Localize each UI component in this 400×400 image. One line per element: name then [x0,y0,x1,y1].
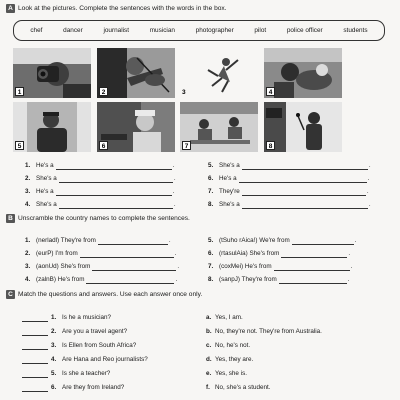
unscramble-5: 5. (tSuho rAica!) We're from . [208,237,357,244]
section-b-header [6,214,190,223]
section-c-header [6,290,202,299]
word-photographer: photographer [195,27,234,34]
question-6: 6. Are they from Ireland? [22,378,148,392]
photo-4 [264,48,342,98]
photo-2-number: 2 [99,87,108,96]
sentence-1: 1. He's a . [25,162,175,169]
answer-blank[interactable] [242,202,368,209]
answer-blank[interactable] [56,189,172,196]
sentence-6: 6. He's a . [208,175,370,182]
answer-f: f. No, she's a student. [206,384,271,391]
answer-blank[interactable] [274,264,350,271]
sentence-7: 7. They're . [208,188,369,195]
answer-blank[interactable] [292,238,354,245]
question-3: 3. Is Ellen from South Africa? [22,336,148,350]
photo-2 [97,48,175,98]
match-blank[interactable] [22,357,48,364]
word-police-officer: police officer [286,27,323,34]
section-b-instruction: Unscramble the country names to complete the sentences. [18,215,190,222]
sentence-8: 8. She's a . [208,201,371,208]
answer-blank[interactable] [59,202,173,209]
answer-blank[interactable] [86,277,174,284]
answer-blank[interactable] [279,277,347,284]
section-a-instruction: Look at the pictures. Complete the sentences with the words in the box. [18,5,227,12]
section-a-header [6,4,227,13]
word-chef: chef [30,27,43,34]
section-c-badge: C [6,290,15,299]
answer-blank[interactable] [80,251,174,258]
photo-6 [97,102,175,152]
sentence-list-right [208,157,371,209]
photo-1 [13,48,91,98]
word-students: students [343,27,368,34]
photo-1-number: 1 [15,87,24,96]
match-blank[interactable] [22,385,48,392]
section-a-badge: A [6,4,15,13]
unscramble-3: 3. (aonUd) She's from . [25,263,180,270]
unscramble-6: 6. (rtasulAia) She's from . [208,250,351,257]
unscramble-1: 1. (nerladl) They're from . [25,237,171,244]
answer-c: c. No, he's not. [206,342,251,349]
answer-blank[interactable] [56,163,172,170]
question-list [22,308,148,392]
match-blank[interactable] [22,343,48,350]
answer-list [206,308,322,392]
sentence-5: 5. She's a . [208,162,371,169]
answer-d: d. Yes, they are. [206,356,254,363]
unscramble-2: 2. (eurP) I'm from . [25,250,177,257]
photo-3-number: 3 [182,89,186,96]
answer-b: b. No, they're not. They're from Australia. [206,328,322,335]
unscramble-7: 7. (coxMei) He's from . [208,263,353,270]
word-box [13,20,385,41]
photo-5-number: 5 [15,141,24,150]
answer-blank[interactable] [98,238,168,245]
sentence-3: 3. He's a . [25,188,175,195]
question-2: 2. Are you a travel agent? [22,322,148,336]
match-blank[interactable] [22,371,48,378]
photo-4-number: 4 [266,87,275,96]
answer-a: a. Yes, I am. [206,314,243,321]
question-5: 5. Is she a teacher? [22,364,148,378]
photo-6-number: 6 [99,141,108,150]
answer-blank[interactable] [92,264,176,271]
photo-8 [264,102,342,152]
section-b-badge: B [6,214,15,223]
answer-blank[interactable] [242,163,368,170]
answer-blank[interactable] [242,189,366,196]
sentence-4: 4. She's a . [25,201,176,208]
section-c-instruction: Match the questions and answers. Use each answer once only. [18,291,203,298]
photo-7-number: 7 [182,141,191,150]
answer-e: e. Yes, she is. [206,370,247,377]
unscramble-list-right [208,232,356,284]
answer-blank[interactable] [281,251,347,258]
question-4: 4. Are Hana and Reo journalists? [22,350,148,364]
question-1: 1. Is he a musician? [22,308,148,322]
match-blank[interactable] [22,315,48,322]
unscramble-8: 8. (sanpJ) They're from . [208,276,350,283]
sentence-list-left [25,157,176,209]
word-journalist: journalist [103,27,130,34]
match-blank[interactable] [22,329,48,336]
word-musician: musician [149,27,175,34]
sentence-2: 2. She's a . [25,175,176,182]
word-dancer: dancer [63,27,83,34]
photo-5 [13,102,91,152]
unscramble-list-left [25,232,179,284]
answer-blank[interactable] [239,176,367,183]
photo-3 [180,48,258,98]
photo-7 [180,102,258,152]
word-pilot: pilot [254,27,267,34]
answer-blank[interactable] [59,176,173,183]
unscramble-4: 4. (zalnB) He's from . [25,276,178,283]
photo-8-number: 8 [266,141,275,150]
